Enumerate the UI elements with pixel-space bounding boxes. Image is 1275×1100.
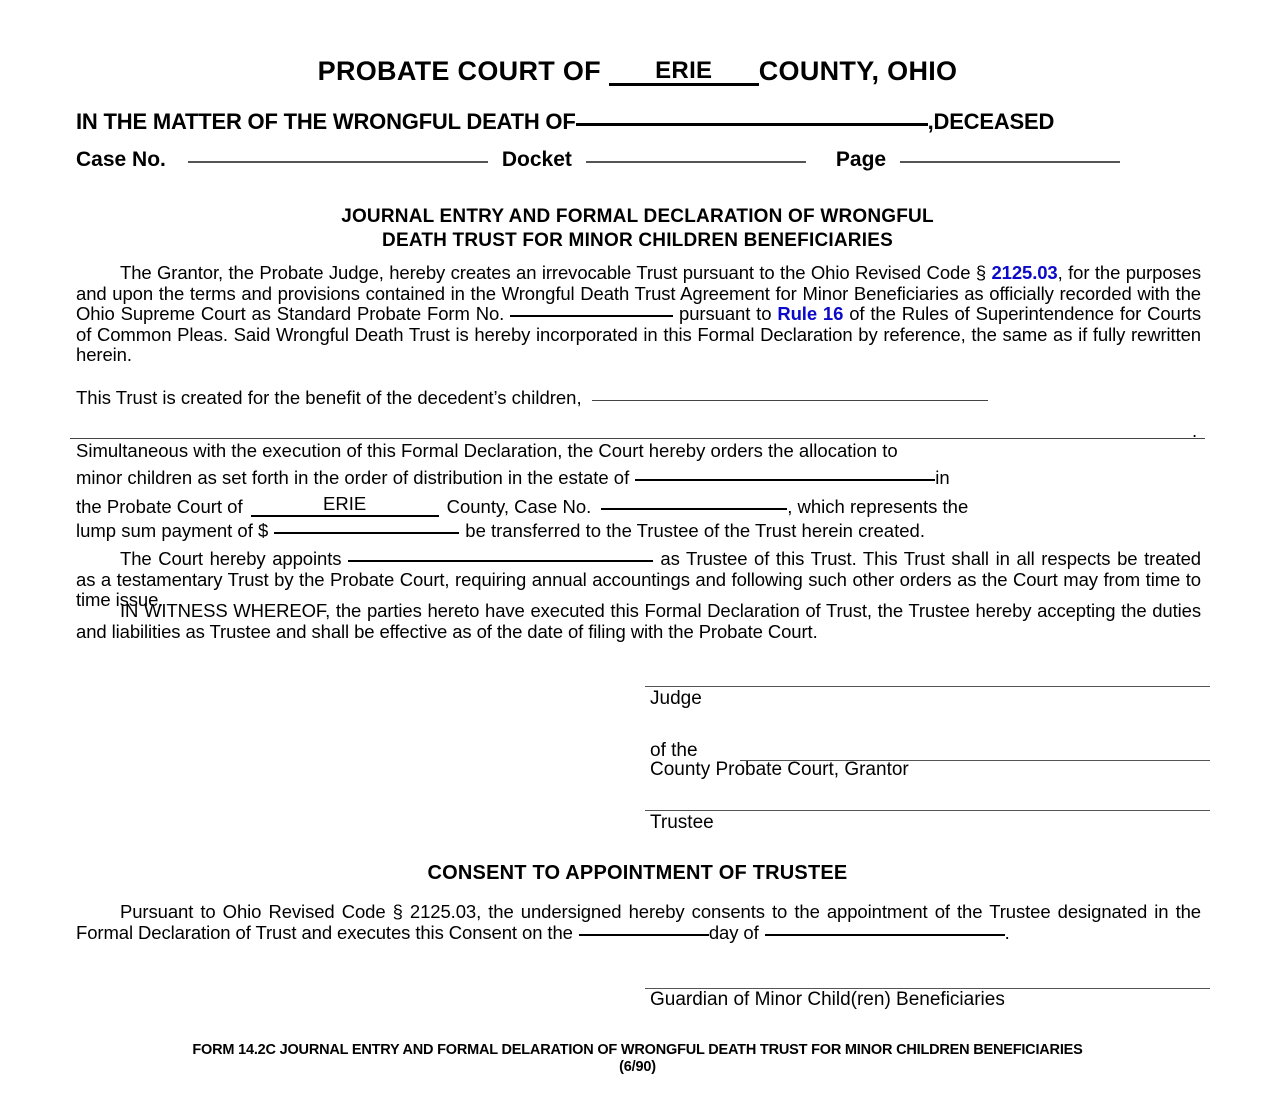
- benefit-children-label: This Trust is created for the benefit of the decedent’s children,: [76, 387, 582, 408]
- allocation-line2-suffix: in: [935, 467, 950, 488]
- probate-form-no-field[interactable]: [510, 315, 673, 317]
- page-label: Page: [835, 148, 887, 171]
- docket-label: Docket: [501, 148, 572, 171]
- benefit-children-line: [76, 388, 1201, 409]
- trustee-signature-line[interactable]: [645, 810, 1210, 811]
- page-field[interactable]: [900, 161, 1120, 163]
- footer-line-2: (6/90): [619, 1059, 656, 1075]
- statute-link-2125-03[interactable]: 2125.03: [991, 262, 1058, 283]
- of-the-label: of the: [650, 740, 698, 761]
- decedent-name-field[interactable]: [576, 123, 928, 126]
- docket-field[interactable]: [586, 161, 806, 163]
- form-footer: [0, 1042, 1275, 1076]
- consent-part1: Pursuant to Ohio Revised Code § 2125.03, the undersigned hereby consents to the appointment of the Trustee designated in the Formal Declaration of Trust and executes this Consent on the: [76, 901, 1201, 943]
- section-heading-line2: DEATH TRUST FOR MINOR CHILDREN BENEFICIARIES: [382, 230, 893, 251]
- p3-part1: The Court hereby appoints: [120, 548, 342, 569]
- consent-heading: CONSENT TO APPOINTMENT OF TRUSTEE: [427, 862, 848, 884]
- allocation-line3-suffix: , which represents the: [787, 496, 969, 517]
- allocation-line2-prefix: minor children as set forth in the order of distribution in the estate of: [76, 467, 630, 488]
- allocation-line-4: [76, 521, 925, 542]
- allocation-line-1: Simultaneous with the execution of this Formal Declaration, the Court hereby orders the allocation to: [76, 440, 898, 461]
- allocation-line-2: [76, 468, 950, 489]
- p4-text: IN WITNESS WHEREOF, the parties hereto have executed this Formal Declaration of Trust, the Trustee hereby accepting the duties and liabilities as Trustee and shall be effective as of the date of filing with the Probate Court.: [76, 600, 1201, 642]
- allocation-line3-mid: County, Case No.: [446, 496, 592, 517]
- matter-suffix-label: ,DECEASED: [927, 109, 1055, 134]
- section-heading: [0, 205, 1275, 253]
- section-heading-line1: JOURNAL ENTRY AND FORMAL DECLARATION OF WRONGFUL: [341, 206, 934, 227]
- title-prefix: PROBATE COURT OF: [317, 56, 609, 86]
- county-field-body[interactable]: ERIE: [251, 494, 439, 517]
- consent-part2: day of: [708, 921, 759, 943]
- allocation-line-3: [76, 494, 968, 518]
- county-probate-court-grantor-label: County Probate Court, Grantor: [650, 759, 909, 780]
- consent-date-day-field[interactable]: [579, 934, 709, 936]
- matter-prefix-label: IN THE MATTER OF THE WRONGFUL DEATH OF: [76, 109, 576, 134]
- consent-paragraph: [76, 902, 1201, 943]
- judge-signature-line[interactable]: [645, 686, 1210, 687]
- p1-part2: , for the purposes and upon the terms and provisions contained in the Wrongful Death Trust Agreement for Minor Beneficiaries as officially recorded with the Ohio Supreme Court as Standard Probate Form No.: [76, 262, 1201, 324]
- children-names-field[interactable]: [592, 400, 988, 401]
- trustee-name-field[interactable]: [348, 560, 653, 562]
- trustee-label: Trustee: [650, 812, 714, 833]
- p1-part3: pursuant to: [673, 303, 778, 324]
- case-no-field-body[interactable]: [601, 508, 787, 510]
- children-field-period: .: [1192, 420, 1198, 441]
- p1-part1: The Grantor, the Probate Judge, hereby creates an irrevocable Trust pursuant to the Ohio Revised Code §: [120, 262, 992, 283]
- allocation-line3-prefix: the Probate Court of: [76, 496, 243, 517]
- lump-sum-amount-field[interactable]: [274, 532, 459, 534]
- title-suffix: COUNTY, OHIO: [758, 56, 958, 86]
- footer-line-1: FORM 14.2C JOURNAL ENTRY AND FORMAL DELARATION OF WRONGFUL DEATH TRUST FOR MINOR CHILDREN BENEFICIARIES: [192, 1042, 1083, 1058]
- consent-part3: .: [1004, 921, 1010, 943]
- case-no-label: Case No.: [76, 148, 166, 171]
- guardian-label: Guardian of Minor Child(ren) Beneficiaries: [650, 989, 1005, 1010]
- county-field-top[interactable]: ERIE: [609, 59, 759, 86]
- judge-label: Judge: [650, 688, 702, 709]
- rule-16-link[interactable]: Rule 16: [777, 303, 844, 324]
- matter-line: [76, 109, 1054, 135]
- children-continuation-rule: [70, 438, 1205, 439]
- allocation-line4-prefix: lump sum payment of $: [76, 520, 269, 541]
- witness-whereof-paragraph: [76, 601, 1201, 642]
- consent-date-month-year-field[interactable]: [765, 934, 1005, 936]
- p3-part2: as Trustee of this Trust. This Trust shall in all respects be treated as a testamentary Trust by the Probate Court, requiring annual accountings and following such other orders as the Court may from time to time issue.: [76, 548, 1202, 610]
- estate-of-field[interactable]: [635, 479, 935, 481]
- case-docket-page-line: [76, 148, 1120, 172]
- grantor-paragraph: [76, 263, 1201, 366]
- allocation-line4-suffix: be transferred to the Trustee of the Trust herein created.: [465, 520, 925, 541]
- p1-part4: of the Rules of Superintendence for Courts of Common Pleas. Said Wrongful Death Trust is hereby incorporated in this Formal Declaration by reference, the same as if fully rewritten herein.: [76, 303, 1201, 365]
- case-no-field[interactable]: [188, 161, 488, 163]
- page-title: [0, 56, 1275, 87]
